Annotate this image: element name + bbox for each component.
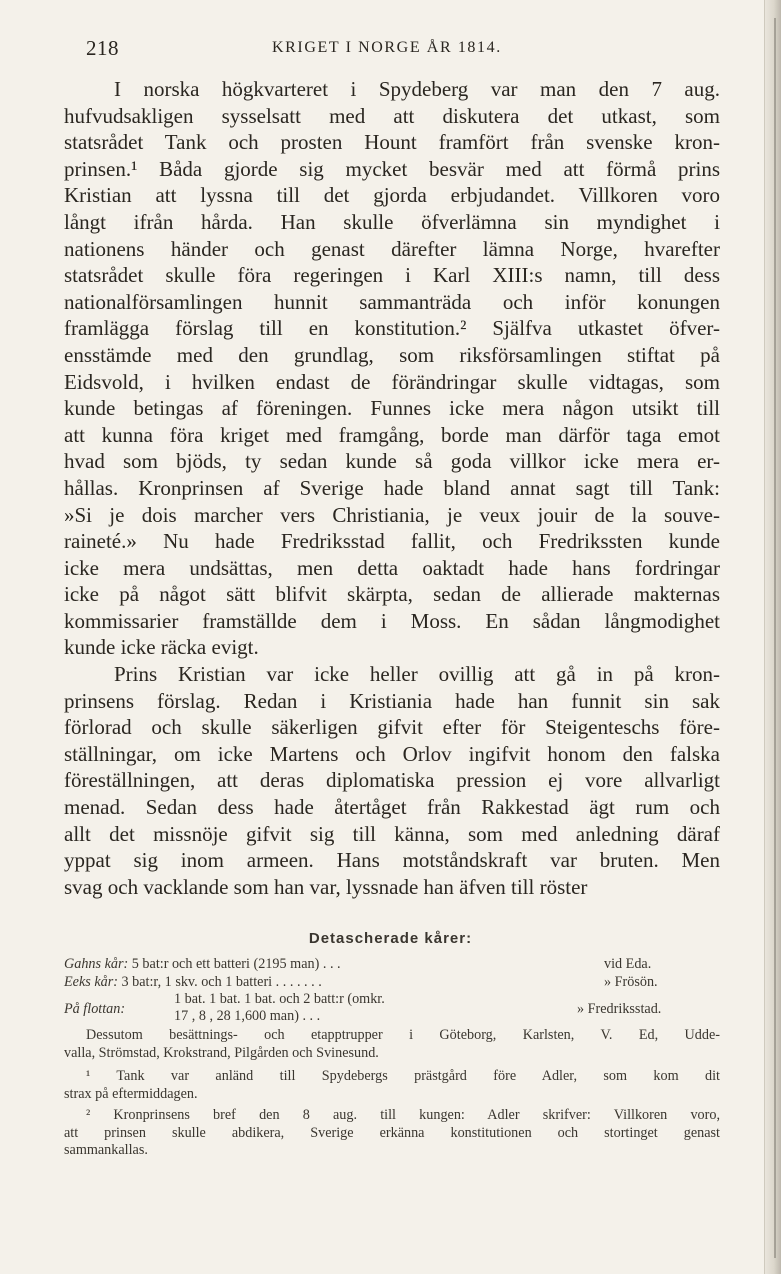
body-line: svag och vacklande som han var, lyssnade han äfven till röster xyxy=(64,874,588,899)
body-line: statsrådet Tank och prosten Hount framfört från svenske kron- xyxy=(64,130,720,155)
fleet-fraction-bottom: 17 , 8 , 28 1,600 man) . . . xyxy=(174,1008,321,1025)
body-line: ensstämde med den grundlag, som riksförsamlingen stiftat på xyxy=(64,342,720,367)
body-line: att kunna föra kriget med framgång, borde man därför taga emot xyxy=(64,422,720,447)
fleet-fraction-top: 1 bat. 1 bat. 1 bat. och 2 batt:r (omkr. xyxy=(174,991,385,1008)
body-line: raineté.» Nu hade Fredriksstad fallit, och Fredrikssten kunde xyxy=(64,529,720,554)
body-line: hufvudsakligen sysselsatt med att diskutera det utkast, som xyxy=(64,103,720,128)
detachments-extra xyxy=(64,1045,720,1063)
detachment-text: 3 bat:r, 1 skv. och 1 batteri . . . . . . . xyxy=(121,973,322,990)
body-line: kunde icke räcka evigt. xyxy=(64,635,259,660)
detachment-place: vid Eda. xyxy=(604,956,652,972)
footnotes xyxy=(64,1068,720,1160)
body-line: Kristian att lyssna till det gjorda erbjudandet. Villkoren voro xyxy=(64,183,720,208)
body-line: föreställningen, att deras diplomatiska pression ej vore allvarligt xyxy=(64,768,720,793)
fleet-fraction xyxy=(174,991,385,1025)
detachment-row xyxy=(64,974,720,992)
body-line: nationens händer och genast därefter lämna Norge, hvarefter xyxy=(64,236,720,261)
fleet-row xyxy=(64,991,720,1027)
body-line: hvad som bjöds, ty sedan kunde så goda villkor icke mera er- xyxy=(64,449,720,474)
detachment-row xyxy=(64,956,720,974)
detachments-extra-line: Dessutom besättnings- och etapptrupper i Göteborg, Karlsten, V. Ed, Udde- xyxy=(86,1027,720,1044)
body-line: prinsen.¹ Båda gjorde sig mycket besvär med att förmå prins xyxy=(64,156,720,181)
body-line: hållas. Kronprinsen af Sverige hade bland annat sagt till Tank: xyxy=(64,475,720,500)
detachments-heading: Detascherade kårer: xyxy=(308,930,473,947)
body-line: kunde betingas af föreningen. Funnes icke mera någon utsikt till xyxy=(64,396,720,421)
body-text xyxy=(64,76,720,900)
page-edge-shadow xyxy=(774,18,776,1258)
body-line: I norska högkvarteret i Spydeberg var man den 7 aug. xyxy=(114,77,720,101)
page-header xyxy=(86,36,706,62)
body-line: nationalförsamlingen hunnit sammanträda och inför konungen xyxy=(64,289,720,314)
body-line: ställningar, om icke Martens och Orlov ingifvit honom den falska xyxy=(64,741,720,766)
footnote-line: ² Kronprinsens bref den 8 aug. till kungen: Adler skrifver: Villkoren voro, xyxy=(86,1107,720,1124)
detachment-text: 5 bat:r och ett batteri (2195 man) . . . xyxy=(131,956,341,972)
body-line: icke mera undsättas, men detta oaktadt hade hans fordringar xyxy=(64,555,720,580)
body-line: statsrådet skulle föra regeringen i Karl XIII:s namn, till dess xyxy=(64,263,720,288)
body-line: framlägga förslag till en konstitution.² Själfva utkastet öfver- xyxy=(64,316,720,341)
footnote-2-cont xyxy=(64,1125,720,1160)
footnote-line: strax på eftermiddagen. xyxy=(64,1085,198,1102)
body-line: icke på något sätt blifvit skärpta, sedan de allierade makternas xyxy=(64,582,720,607)
detachments-extra xyxy=(64,1027,720,1045)
body-line: förlorad och skulle säkerligen gifvit efter för Steigenteschs före- xyxy=(64,715,720,740)
running-head: KRIGET I NORGE ÅR 1814. xyxy=(272,39,502,56)
fleet-place: » Fredriksstad. xyxy=(577,1001,662,1018)
body-line: »Si je dois marcher vers Christiania, je veux jouir de la souve- xyxy=(64,502,720,527)
footnote-line: att prinsen skulle abdikera, Sverige erkänna konstitutionen och stortinget genast xyxy=(64,1124,720,1141)
footnote-2 xyxy=(64,1107,720,1125)
detachment-label: Eeks kår: xyxy=(64,973,118,990)
body-line: kommissarier framställde dem i Moss. En sådan långmodighet xyxy=(64,608,720,633)
footnote-1 xyxy=(64,1068,720,1086)
body-line: prinsens förslag. Redan i Kristiania hade han funnit sin sak xyxy=(64,688,720,713)
detachments-list xyxy=(64,956,720,1062)
detachments-extra-line: valla, Strömstad, Krokstrand, Pilgården och Svinesund. xyxy=(64,1044,379,1061)
body-line: allt det missnöje gifvit sig till känna, som med anledning däraf xyxy=(64,821,720,846)
fleet-label: På flottan: xyxy=(64,1001,126,1018)
body-line: menad. Sedan dess hade återtåget från Rakkestad ägt rum och xyxy=(64,795,720,820)
body-line: yppat sig inom armeen. Hans motståndskraft var bruten. Men xyxy=(64,848,720,873)
footnote-1-cont xyxy=(64,1086,720,1104)
page-number: 218 xyxy=(86,36,119,60)
body-line: Prins Kristian var icke heller ovillig att gå in på kron- xyxy=(114,662,720,687)
detachment-label: Gahns kår: xyxy=(64,956,129,972)
footnote-line: ¹ Tank var anländ till Spydebergs prästgård före Adler, som kom dit xyxy=(86,1068,720,1084)
page-edge xyxy=(764,0,781,1274)
footnote-line: sammankallas. xyxy=(64,1142,148,1159)
body-line: Eidsvold, i hvilken endast de förändringar skulle vidtagas, som xyxy=(64,369,720,394)
body-line: långt ifrån hårda. Han skulle öfverlämna sin myndighet i xyxy=(64,209,720,234)
detachment-place: » Frösön. xyxy=(604,973,658,990)
